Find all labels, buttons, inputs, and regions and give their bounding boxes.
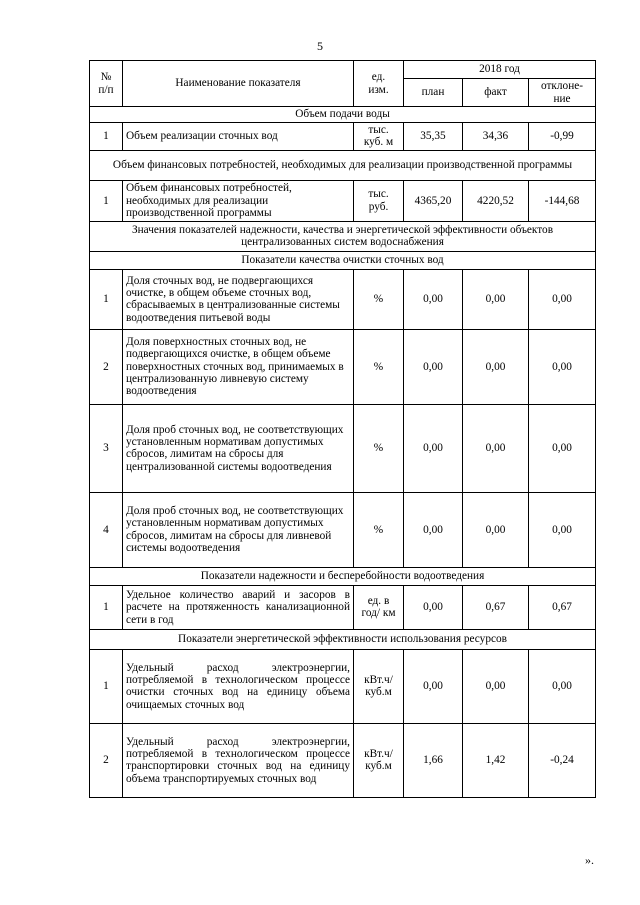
table-row: [90, 269, 596, 329]
table-row: [90, 404, 596, 492]
table-row: [90, 329, 596, 404]
section-title: Значения показателей надежности, качества и энергетической эффективности объектов централизованных систем водоснабжения: [90, 221, 596, 251]
row-unit: %: [354, 269, 404, 329]
row-number: 1: [90, 180, 123, 221]
row-fact: 0,00: [463, 404, 529, 492]
row-deviation: -144,68: [529, 180, 596, 221]
row-fact: 34,36: [463, 123, 529, 151]
row-fact: 0,00: [463, 269, 529, 329]
row-fact: 0,00: [463, 329, 529, 404]
row-deviation: 0,67: [529, 585, 596, 629]
header-deviation: [529, 79, 596, 107]
row-number: 1: [90, 269, 123, 329]
row-deviation: 0,00: [529, 269, 596, 329]
header-unit-text: ед. изм.: [368, 71, 389, 96]
header-num-text: № п/п: [98, 71, 114, 96]
row-name: Доля поверхностных сточных вод, не подвергающихся очистке, в общем объеме поверхностных сточных вод, принимаемых в централизованную ливневую систему водоотведения: [123, 329, 354, 404]
table-row: [90, 492, 596, 567]
section-title: Объем подачи воды: [90, 107, 596, 123]
row-name: Доля сточных вод, не подвергающихся очистке, в общем объеме сточных вод, сбрасываемых в централизованные системы водоотведения питьевой воды: [123, 269, 354, 329]
row-plan: 0,00: [404, 649, 463, 723]
header-plan-text: план: [421, 86, 445, 99]
row-unit: кВт.ч/ куб.м: [354, 723, 404, 797]
row-unit: %: [354, 404, 404, 492]
row-name: Удельный расход электроэнергии, потребляемой в технологическом процессе очистки сточных вод на единицу объема очищаемых сточных вод: [123, 649, 354, 723]
row-plan: 0,00: [404, 329, 463, 404]
row-number: 2: [90, 723, 123, 797]
row-fact: 0,67: [463, 585, 529, 629]
indicators-table: [89, 60, 596, 798]
row-unit: кВт.ч/ куб.м: [354, 649, 404, 723]
header-name: [123, 61, 354, 107]
header-deviation-text: отклоне- ние: [540, 80, 584, 105]
section-title: Показатели качества очистки сточных вод: [90, 251, 596, 269]
row-name: Объем реализации сточных вод: [123, 123, 354, 151]
row-unit: %: [354, 329, 404, 404]
header-fact: [463, 79, 529, 107]
row-number: 1: [90, 649, 123, 723]
row-name: Удельное количество аварий и засоров в расчете на протяженность канализационной сети в год: [123, 585, 354, 629]
table-row: [90, 180, 596, 221]
row-plan: 0,00: [404, 492, 463, 567]
row-unit: ед. в год/ км: [354, 585, 404, 629]
row-deviation: 0,00: [529, 404, 596, 492]
row-deviation: -0,99: [529, 123, 596, 151]
section-title: Показатели энергетической эффективности использования ресурсов: [90, 629, 596, 649]
row-number: 4: [90, 492, 123, 567]
row-fact: 0,00: [463, 492, 529, 567]
row-unit: тыс. руб.: [354, 180, 404, 221]
row-name: Доля проб сточных вод, не соответствующих установленным нормативам допустимых сбросов, лимитам на сбросы для ливневой системы водоотведения: [123, 492, 354, 567]
row-unit: тыс. куб. м: [354, 123, 404, 151]
table-row: [90, 585, 596, 629]
row-deviation: -0,24: [529, 723, 596, 797]
row-name: Доля проб сточных вод, не соответствующих установленным нормативам допустимых сбросов, лимитам на сбросы для централизованной системы водоотведения: [123, 404, 354, 492]
row-deviation: 0,00: [529, 492, 596, 567]
table-row: [90, 723, 596, 797]
row-fact: 4220,52: [463, 180, 529, 221]
row-number: 2: [90, 329, 123, 404]
table-row: [90, 123, 596, 151]
header-name-text: Наименование показателя: [175, 77, 301, 90]
row-deviation: 0,00: [529, 329, 596, 404]
table-row: [90, 649, 596, 723]
row-number: 1: [90, 123, 123, 151]
row-number: 3: [90, 404, 123, 492]
header-unit: [354, 61, 404, 107]
row-plan: 1,66: [404, 723, 463, 797]
row-plan: 0,00: [404, 404, 463, 492]
section-title: Показатели надежности и бесперебойности водоотведения: [90, 567, 596, 585]
header-plan: [404, 79, 463, 107]
section-title: Объем финансовых потребностей, необходимых для реализации производственной программы: [90, 150, 596, 180]
header-year-text: 2018 год: [479, 63, 520, 76]
row-name: Удельный расход электроэнергии, потребляемой в технологическом процессе транспортировки сточных вод на единицу объема транспортируемых сточных вод: [123, 723, 354, 797]
row-plan: 35,35: [404, 123, 463, 151]
row-plan: 0,00: [404, 585, 463, 629]
row-deviation: 0,00: [529, 649, 596, 723]
row-plan: 4365,20: [404, 180, 463, 221]
row-number: 1: [90, 585, 123, 629]
header-fact-text: факт: [484, 86, 507, 99]
row-plan: 0,00: [404, 269, 463, 329]
row-name: Объем финансовых потребностей, необходимых для реализации производственной программы: [123, 180, 354, 221]
closing-quote: ».: [585, 853, 594, 867]
header-year: [404, 61, 596, 79]
row-fact: 0,00: [463, 649, 529, 723]
header-num: [90, 61, 123, 107]
row-unit: %: [354, 492, 404, 567]
page-number: 5: [317, 39, 323, 53]
row-fact: 1,42: [463, 723, 529, 797]
